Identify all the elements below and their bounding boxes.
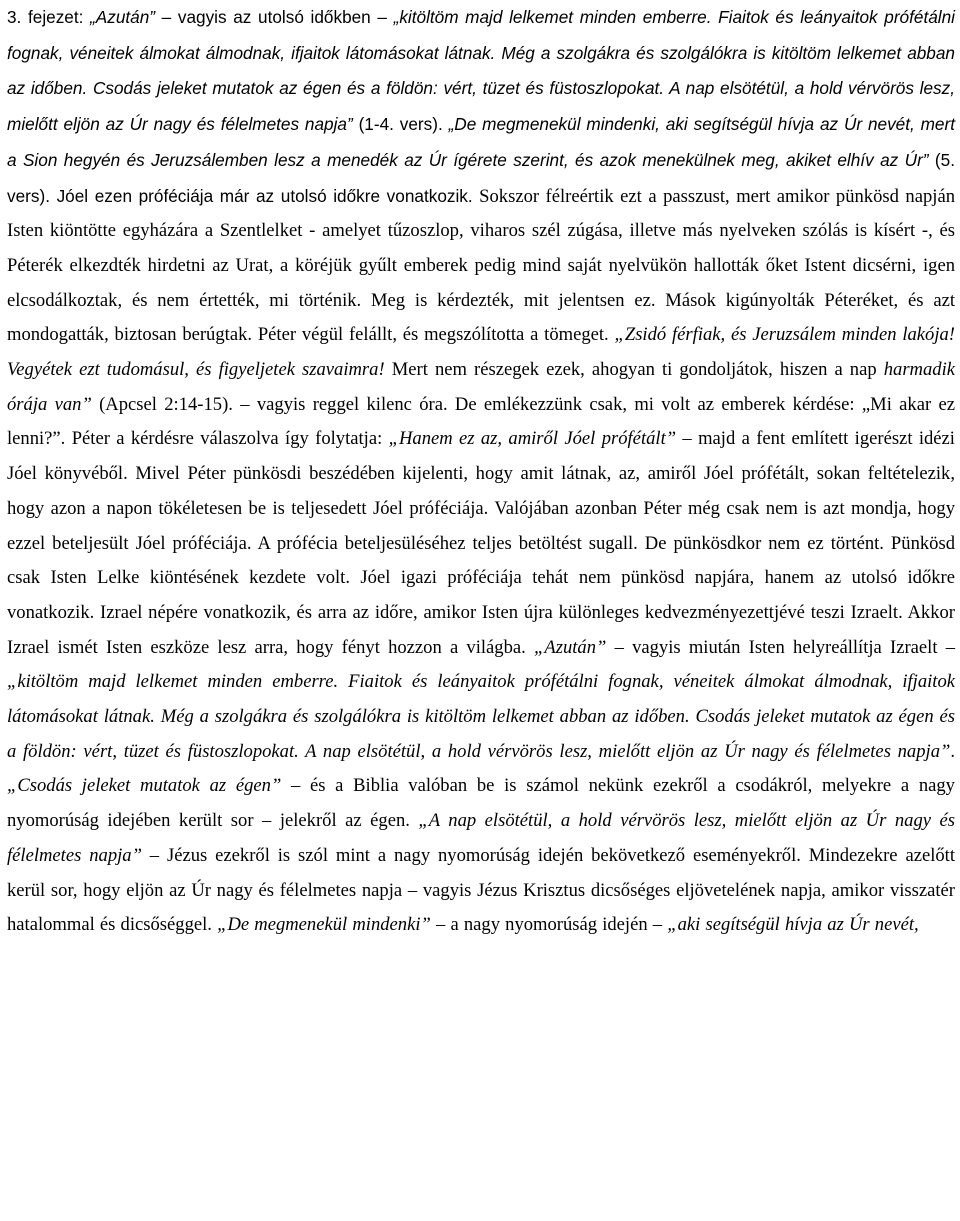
- quoted-scripture-text: harmadik órája van”: [7, 359, 955, 415]
- body-paragraph: [7, 0, 955, 943]
- document-page: [7, 0, 955, 943]
- quoted-scripture-text: „De megmenekül mindenki, aki segítségül hívja az Úr nevét, mert a Sion hegyén és Jeruzsálemben lesz a menedék az Úr ígérete szerint, és azok menekülnek meg, akiket elhív az Úr”: [7, 114, 955, 170]
- body-text-segment: – a nagy nyomorúság idején –: [430, 914, 668, 936]
- body-text-segment: – vagyis az utolsó időkben –: [155, 7, 394, 27]
- body-text-segment: Mert nem részegek ezek, ahogyan ti gondoljátok, hiszen a nap: [384, 359, 884, 381]
- quoted-scripture-text: „kitöltöm majd lelkemet minden emberre. Fiaitok és leányaitok prófétálni fognak, véneitek álmokat álmodnak, ifjaitok látomásokat látnak. Még a szolgákra és szolgálókra is kitöltöm lelkemet abban az időben. Csodás jeleket mutatok az égen és a földön: vért, tüzet és füstoszlopokat. A nap elsötétül, a hold vérvörös lesz, mielőtt eljön az Úr nagy és félelmetes napja”: [7, 7, 955, 135]
- quoted-scripture-text: „Azután”: [534, 636, 607, 658]
- quoted-scripture-text: „A nap elsötétül, a hold vérvörös lesz, mielőtt eljön az Úr nagy és félelmetes napja”: [7, 810, 955, 866]
- quoted-scripture-text: „De megmenekül mindenki”: [217, 914, 431, 936]
- body-text-segment: – Jézus ezekről is szól mint a nagy nyomorúság idején bekövetkező eseményekről. Mindezekre azelőtt kerül sor, hogy eljön az Úr nagy és félelmetes napja – vagyis Jézus Krisztus dicsőséges eljövetelének napja, amikor visszatér hatalommal és dicsőséggel.: [7, 844, 955, 936]
- body-text-segment: – és a Biblia valóban be is számol nekünk ezekről a csodákról, melyekre a nagy nyomorúság idejében került sor – jelekről az égen.: [7, 775, 955, 832]
- body-text-segment: Sokszor félreértik ezt a passzust, mert amikor pünkösd napján Isten kiöntötte egyházára a Szentlelket - amelyet tűzoszlop, viharos szél zúgása, illetve más nyelveken szólás is kísért -, és Péterék elkezdték hirdetni az Urat, a köréjük gyűlt emberek pedig mind saját nyelvükön hallották őket Istent dicsérni, igen elcsodálkoztak, és nem értették, mi történik. Meg is kérdezték, mit jelentsen ez. Mások kigúnyolták Péteréket, és azt mondogatták, biztosan berúgtak. Péter végül felállt, és megszólította a tömeget.: [7, 185, 955, 346]
- quoted-scripture-text: „kitöltöm majd lelkemet minden emberre. Fiaitok és leányaitok prófétálni fognak, véneitek álmokat álmodnak, ifjaitok látomásokat látnak. Még a szolgákra és szolgálókra is kitöltöm lelkemet abban az időben. Csodás jeleket mutatok az égen és a földön: vért, tüzet és füstoszlopokat. A nap elsötétül, a hold vérvörös lesz, mielőtt eljön az Úr nagy és félelmetes napja”: [7, 671, 955, 762]
- body-text-segment: – vagyis miután Isten helyreállítja Izraelt –: [606, 636, 955, 658]
- body-text-segment: (1-4. vers).: [352, 114, 449, 135]
- quoted-scripture-text: „Azután”: [90, 7, 156, 27]
- body-text-segment: (Apcsel 2:14-15). – vagyis reggel kilenc óra. De emlékezzünk csak, mi volt az emberek kérdése: „Mi akar ez lenni?”. Péter a kérdésre válaszolva így folytatja:: [7, 393, 955, 450]
- body-text-segment: 3. fejezet:: [7, 7, 91, 27]
- quoted-scripture-text: „Zsidó férfiak, és Jeruzsálem minden lakója! Vegyétek ezt tudomásul, és figyeljetek szavaimra!: [7, 324, 955, 381]
- quoted-scripture-text: „Hanem ez az, amiről Jóel prófétált”: [388, 428, 677, 450]
- body-text-segment: – majd a fent említett igerészt idézi Jóel könyvéből. Mivel Péter pünkösdi beszédében kijelenti, hogy amit látnak, az, amiről Jóel prófétált, sokan feltételezik, hogy azon a napon tökéletesen be is teljesedett Jóel próféciája. Valójában azonban Péter még csak nem is azt mondja, hogy ezzel beteljesült Jóel próféciája. A prófécia beteljesüléséhez teljes betöltést sugall. De pünkösdkor nem ez történt. Pünkösd csak Isten Lelke kiöntésének kezdete volt. Jóel igazi próféciája tehát nem pünkösd napjára, hanem az utolsó időkre vonatkozik. Izrael népére vonatkozik, és arra az időre, amikor Isten újra különleges kedvezményezettjévé teszi Izraelt. Akkor Izrael ismét Isten eszköze lesz arra, hogy fényt hozzon a világba.: [7, 428, 955, 658]
- quoted-scripture-text: „aki segítségül hívja az Úr nevét,: [667, 914, 919, 936]
- quoted-scripture-text: „Csodás jeleket mutatok az égen”: [7, 775, 282, 797]
- body-text-segment: (5. vers). Jóel ezen próféciája már az utolsó időkre vonatkozik.: [7, 149, 955, 206]
- body-text-segment: .: [950, 740, 955, 762]
